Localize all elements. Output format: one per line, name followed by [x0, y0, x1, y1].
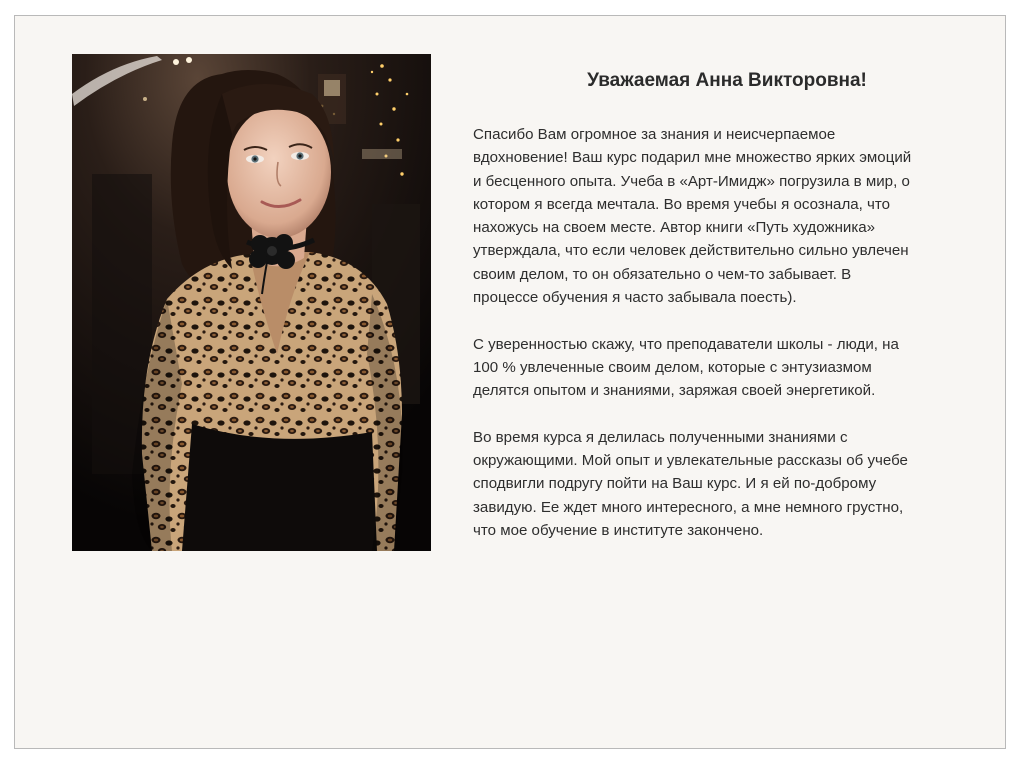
letter-paragraph: Во время курса я делилась полученными знаниями с окружающими. Мой опыт и увлекательные рассказы об учебе сподвигли подругу пойти на Ваш курс. И я ей по-доброму завидую. Ее ждет много интересного, а мне немного грустно, что мое обучение в институте закончено.: [473, 428, 908, 540]
letter-title: Уважаемая Анна Викторовна!: [587, 70, 867, 91]
letter-paragraph: С уверенностью скажу, что преподаватели школы - люди, на 100 % увлеченные своим делом, которые с энтузиазмом делятся опытом и знаниями, заряжая своей энергетикой.: [473, 335, 899, 400]
portrait-photo: [72, 54, 431, 551]
letter-paragraph: Спасибо Вам огромное за знания и неисчерпаемое вдохновение! Ваш курс подарил мне множество ярких эмоций и бесценного опыта. Учеба в «Арт-Имидж» погрузила в мир, о котором я всегда мечтала. Во время учебы я осознала, что нахожусь на своем месте. Автор книги «Путь художника» утверждала, что если человек действительно сильно увлечен своим делом, то он обязательно о чем-то забывает. В процессе обучения я часто забывала поесть).: [473, 126, 912, 307]
letter-body: [473, 123, 988, 566]
slide: [14, 15, 1006, 749]
portrait-illustration: [72, 54, 431, 551]
